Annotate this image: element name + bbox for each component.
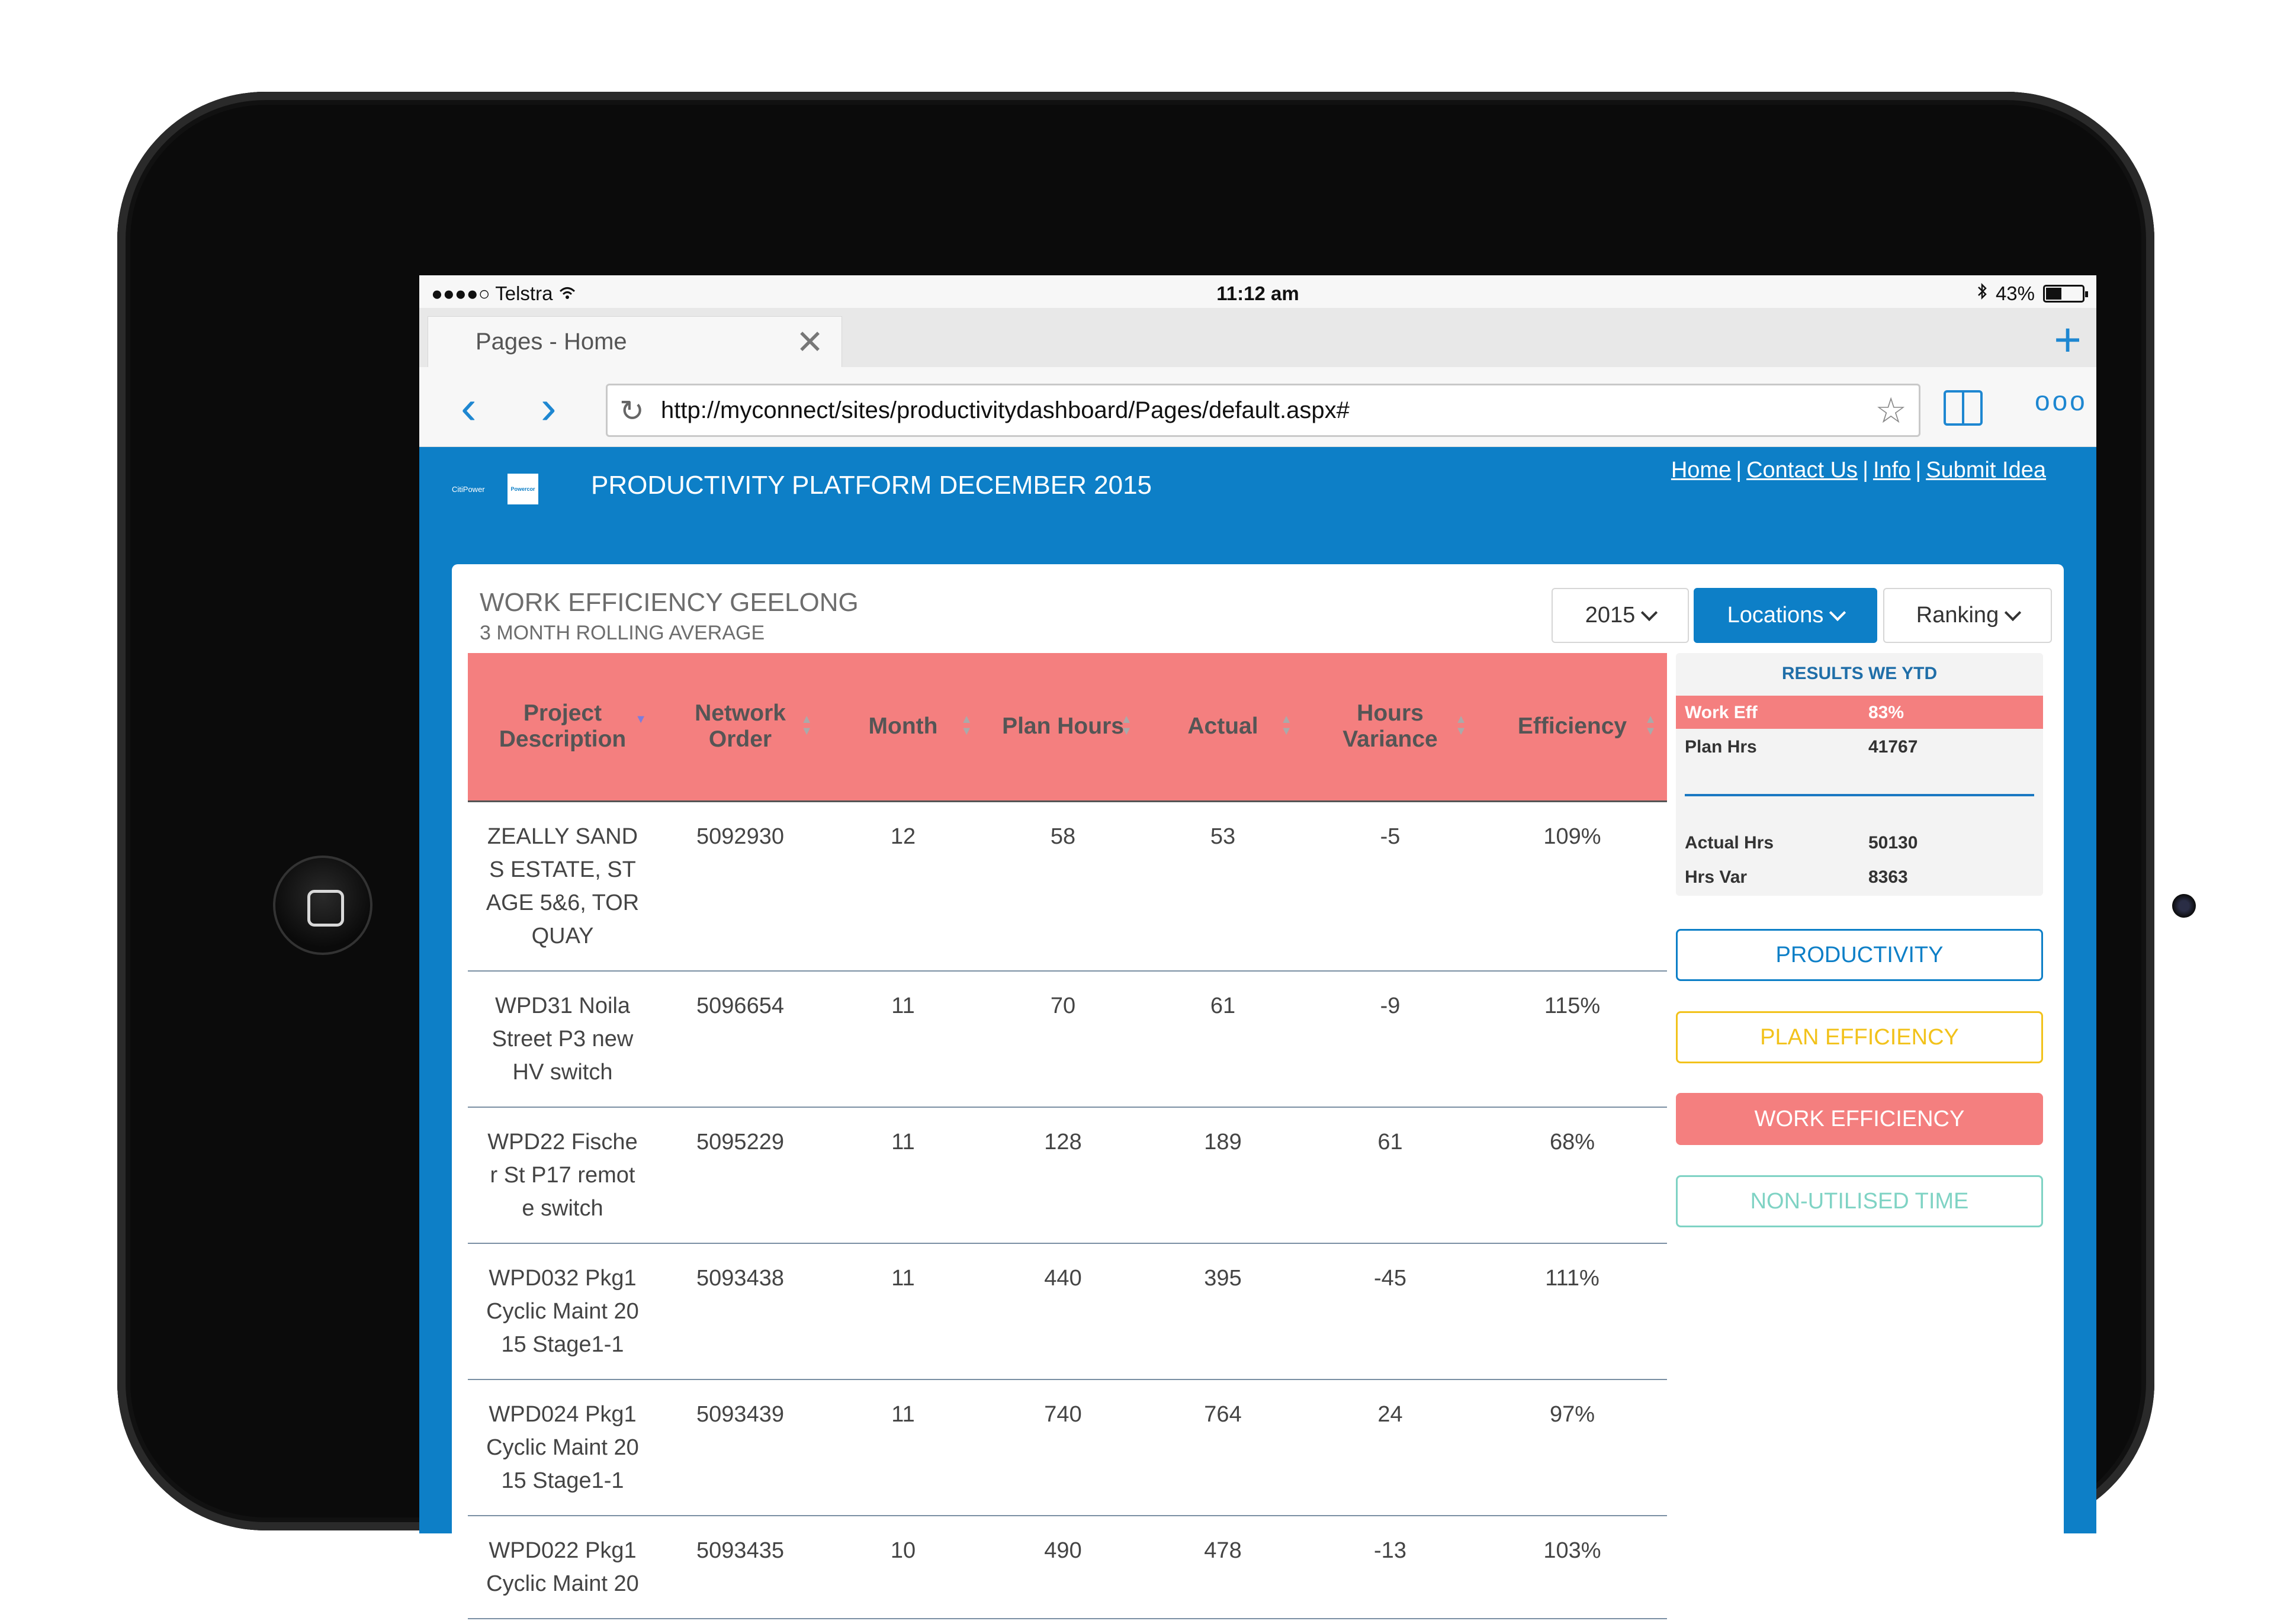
table-cell: 11 <box>823 971 983 1107</box>
column-header[interactable] <box>1478 653 1667 801</box>
work-efficiency-table <box>468 653 1667 1619</box>
column-header-label: Network Order <box>695 700 786 752</box>
table-cell: -9 <box>1303 971 1478 1107</box>
table-cell: 24 <box>1303 1379 1478 1516</box>
table-cell: -45 <box>1303 1243 1478 1379</box>
table-cell: ZEALLY SAND S ESTATE, ST AGE 5&6, TOR QUAY <box>468 801 657 971</box>
table-row[interactable] <box>468 1379 1667 1516</box>
table-cell: 128 <box>983 1107 1143 1243</box>
work-eff-row <box>1676 696 2043 729</box>
table-cell: WPD31 Noila Street P3 new HV switch <box>468 971 657 1107</box>
ranking-dropdown-label: Ranking <box>1916 603 1999 628</box>
table-cell: 53 <box>1143 801 1303 971</box>
table-cell: 490 <box>983 1516 1143 1619</box>
table-cell: 11 <box>823 1243 983 1379</box>
home-link[interactable]: Home <box>1671 458 1732 483</box>
table-cell: 11 <box>823 1107 983 1243</box>
plan-hrs-value: 41767 <box>1868 737 1918 757</box>
table-cell: 61 <box>1143 971 1303 1107</box>
chevron-down-icon <box>1829 604 1846 620</box>
year-dropdown-label: 2015 <box>1585 603 1636 628</box>
column-header-label: Month <box>868 713 938 739</box>
battery-icon <box>2043 285 2084 303</box>
table-cell: 115% <box>1478 971 1667 1107</box>
table-cell: 440 <box>983 1243 1143 1379</box>
front-camera <box>2172 894 2196 918</box>
close-tab-icon[interactable]: ✕ <box>796 323 824 361</box>
column-header[interactable] <box>1303 653 1478 801</box>
sort-icon: ▲ ▼ <box>961 713 972 738</box>
contact-us-link[interactable]: Contact Us <box>1746 458 1858 483</box>
address-bar <box>419 367 2096 447</box>
table-cell: 11 <box>823 1379 983 1516</box>
brand-logos <box>452 474 538 504</box>
table-row[interactable] <box>468 1243 1667 1379</box>
productivity-button[interactable]: PRODUCTIVITY <box>1676 929 2043 981</box>
status-bar <box>419 275 2096 308</box>
link-separator: | <box>1862 458 1868 483</box>
column-header-label: Project Description <box>499 700 627 752</box>
sort-icon: ▲ ▼ <box>801 713 812 738</box>
browser-tab[interactable] <box>428 316 842 367</box>
non-utilised-time-button[interactable]: NON-UTILISED TIME <box>1676 1175 2043 1227</box>
sort-icon: ▲ ▼ <box>1455 713 1467 738</box>
column-header[interactable] <box>1143 653 1303 801</box>
browser-tab-bar <box>419 308 2096 367</box>
table-cell: WPD022 Pkg1 Cyclic Maint 20 <box>468 1516 657 1619</box>
hrs-var-label: Hrs Var <box>1685 867 1748 887</box>
bookmark-star-icon[interactable]: ☆ <box>1875 391 1907 430</box>
table-cell: 103% <box>1478 1516 1667 1619</box>
url-field[interactable] <box>606 384 1920 437</box>
table-cell: WPD032 Pkg1 Cyclic Maint 20 15 Stage1-1 <box>468 1243 657 1379</box>
table-cell: 5095229 <box>657 1107 823 1243</box>
table-cell: 395 <box>1143 1243 1303 1379</box>
home-button[interactable] <box>273 856 372 955</box>
hrs-var-value: 8363 <box>1868 867 1908 887</box>
carrier-label: ●●●●○ Telstra <box>431 282 553 304</box>
table-cell: -5 <box>1303 801 1478 971</box>
table-cell: 5093438 <box>657 1243 823 1379</box>
table-row[interactable] <box>468 971 1667 1107</box>
reading-list-icon[interactable] <box>1942 388 1984 429</box>
table-cell: 10 <box>823 1516 983 1619</box>
column-header[interactable] <box>657 653 823 801</box>
app-title: PRODUCTIVITY PLATFORM DECEMBER 2015 <box>591 471 1152 500</box>
screen <box>419 275 2096 1596</box>
column-header-label: Efficiency <box>1517 713 1627 739</box>
table-cell: 61 <box>1303 1107 1478 1243</box>
table-cell: 70 <box>983 971 1143 1107</box>
plan-hrs-row <box>1676 730 2043 763</box>
table-row[interactable] <box>468 801 1667 971</box>
table-cell: 189 <box>1143 1107 1303 1243</box>
page-title: WORK EFFICIENCY GEELONG <box>480 588 859 617</box>
plan-efficiency-button[interactable]: PLAN EFFICIENCY <box>1676 1011 2043 1063</box>
table-cell: WPD22 Fische r St P17 remot e switch <box>468 1107 657 1243</box>
powercor-logo: Powercor <box>508 474 538 504</box>
table-header-row <box>468 653 1667 801</box>
table-cell: 5092930 <box>657 801 823 971</box>
work-efficiency-button[interactable]: WORK EFFICIENCY <box>1676 1093 2043 1145</box>
table-cell: 5093435 <box>657 1516 823 1619</box>
sort-icon: ▲ ▼ <box>1280 713 1292 738</box>
info-link[interactable]: Info <box>1872 458 1911 483</box>
table-cell: 740 <box>983 1379 1143 1516</box>
work-eff-value: 83% <box>1868 703 1904 722</box>
sort-icon: ▼ <box>635 713 647 726</box>
table-cell: -13 <box>1303 1516 1478 1619</box>
column-header[interactable] <box>468 653 657 801</box>
table-cell: 478 <box>1143 1516 1303 1619</box>
table-cell: 12 <box>823 801 983 971</box>
actual-hrs-label: Actual Hrs <box>1685 833 1774 853</box>
submit-idea-link[interactable]: Submit Idea <box>1926 458 2046 483</box>
table-cell: 109% <box>1478 801 1667 971</box>
table-cell: 111% <box>1478 1243 1667 1379</box>
ipad-frame <box>117 92 2154 1596</box>
work-eff-label: Work Eff <box>1685 703 1758 722</box>
link-separator: | <box>1736 458 1742 483</box>
sort-icon: ▲ ▼ <box>1645 713 1656 738</box>
tab-title: Pages - Home <box>476 329 627 355</box>
table-row[interactable] <box>468 1107 1667 1243</box>
results-divider <box>1685 794 2034 796</box>
table-row[interactable] <box>468 1516 1667 1619</box>
chevron-down-icon <box>2005 604 2021 620</box>
status-time: 11:12 am <box>1216 282 1299 304</box>
results-panel <box>1676 653 2043 896</box>
locations-dropdown[interactable] <box>1694 588 1877 643</box>
plan-hrs-label: Plan Hrs <box>1685 737 1757 757</box>
column-header[interactable] <box>983 653 1143 801</box>
bluetooth-icon <box>1977 282 1987 305</box>
page-subtitle: 3 MONTH ROLLING AVERAGE <box>480 622 765 644</box>
ranking-dropdown[interactable] <box>1883 588 2052 643</box>
sort-icon: ▲ ▼ <box>1120 713 1132 738</box>
battery-percent: 43% <box>1995 282 2035 304</box>
table-cell: 5096654 <box>657 971 823 1107</box>
forward-icon[interactable]: › <box>541 381 557 433</box>
new-tab-icon[interactable]: + <box>2054 313 2082 366</box>
table-cell: WPD024 Pkg1 Cyclic Maint 20 15 Stage1-1 <box>468 1379 657 1516</box>
table-cell: 58 <box>983 801 1143 971</box>
actual-hrs-row <box>1676 826 2043 859</box>
table-cell: 764 <box>1143 1379 1303 1516</box>
table-cell: 97% <box>1478 1379 1667 1516</box>
page-content <box>419 447 2096 1596</box>
table-cell: 68% <box>1478 1107 1667 1243</box>
locations-dropdown-label: Locations <box>1727 603 1824 628</box>
reload-icon[interactable]: ↻ <box>619 394 644 427</box>
column-header-label: Actual <box>1187 713 1258 739</box>
actual-hrs-value: 50130 <box>1868 833 1918 853</box>
year-dropdown[interactable] <box>1552 588 1689 643</box>
table-cell: 5093439 <box>657 1379 823 1516</box>
link-separator: | <box>1915 458 1922 483</box>
hrs-var-row <box>1676 860 2043 893</box>
top-nav-links <box>1671 458 2046 483</box>
citipower-logo: CitiPower <box>452 484 485 494</box>
column-header-label: Plan Hours <box>1002 713 1124 739</box>
chevron-down-icon <box>1641 604 1658 620</box>
column-header[interactable] <box>823 653 983 801</box>
column-header-label: Hours Variance <box>1342 700 1438 752</box>
results-title: RESULTS WE YTD <box>1781 664 1938 683</box>
back-icon[interactable]: ‹ <box>461 381 477 433</box>
url-text: http://myconnect/sites/productivitydashboard/Pages/default.aspx# <box>661 397 1350 423</box>
more-options-icon[interactable]: ooo <box>2035 385 2087 416</box>
main-card <box>452 564 2064 1596</box>
